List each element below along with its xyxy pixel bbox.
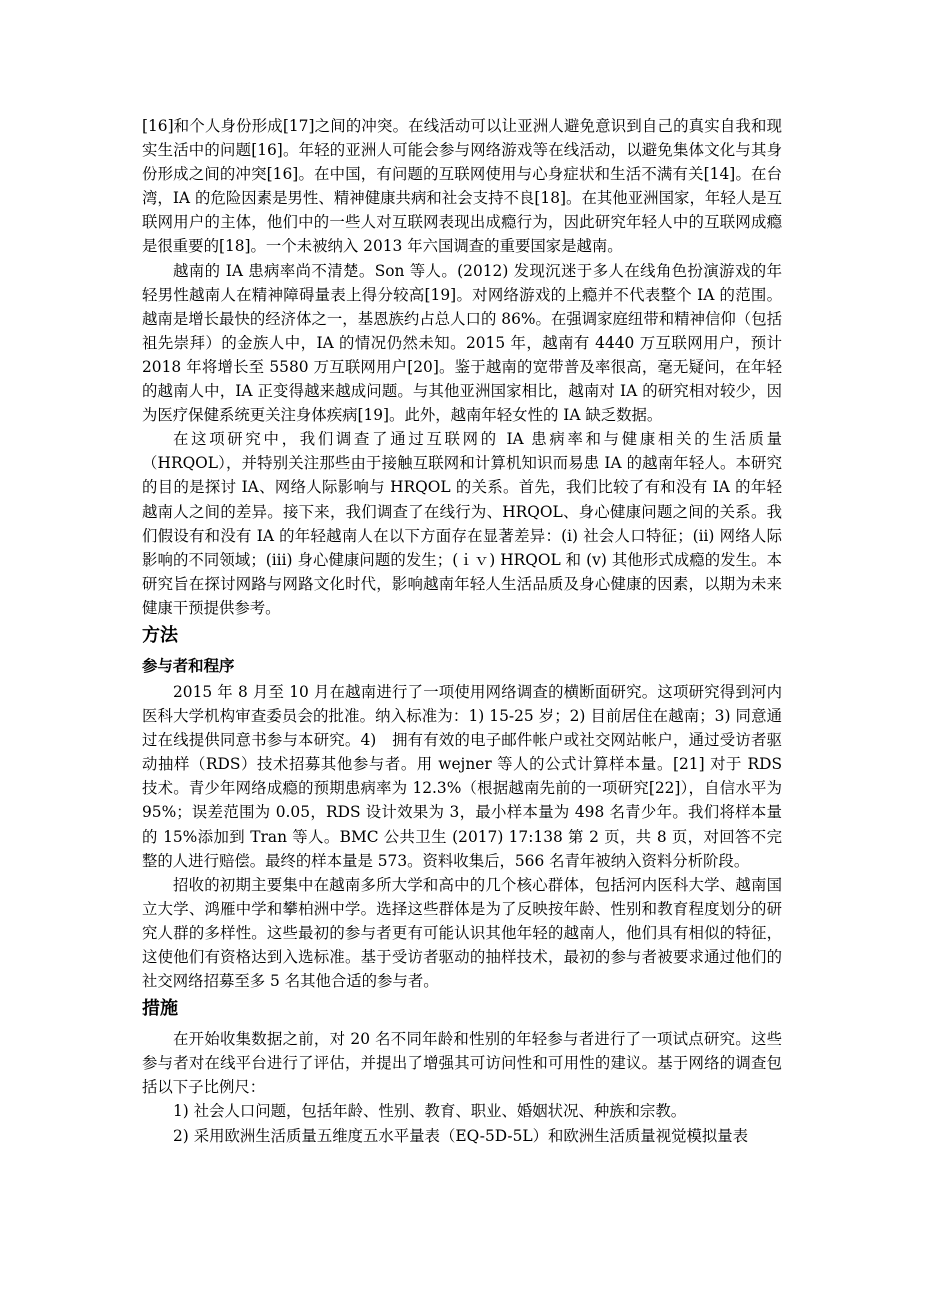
measures-list-item: 2) 采用欧洲生活质量五维度五水平量表（EQ-5D-5L）和欧洲生活质量视觉模拟量表 xyxy=(173,1126,749,1145)
study-design-paragraph: 2015 年 8 月至 10 月在越南进行了一项使用网络调查的横断面研究。这项研究得到河内医科大学机构审查委员会的批准。纳入标准为：1) 15-25 岁；2) 目前居住在越南；3) 同意通过在线提供同意书参与本研究。4) 拥有有效的电子邮件帐户或社交网站帐户，通过受访者驱动抽样（RDS）技术招募其他参与者。用 wejner 等人的公式计算样本量。[21] 对于 RDS 技术。青少年网络成瘾的预期患病率为 12.3%（根据越南先前的一项研究[22]），自信水平为 95%；误差范围为 0.05，RDS 设计效果为 3，最小样本量为 498 名青少年。我们将样本量的 15%添加到 Tran 等人。BMC 公共卫生 (2017) 17:138 第 2 页，共 8 页，对回答不完整的人进行赔偿。最终的样本量是 573。资料收集后，566 名青年被纳入资料分析阶段。 xyxy=(142,682,782,870)
measures-heading: 措施 xyxy=(142,998,178,1020)
pilot-study-paragraph: 在开始收集数据之前，对 20 名不同年龄和性别的年轻参与者进行了一项试点研究。这些参与者对在线平台进行了评估，并提出了增强其可访问性和可用性的建议。基于网络的调查包括以下子比例尺： xyxy=(142,1030,782,1097)
study-aim-paragraph: 在这项研究中，我们调查了通过互联网的 IA 患病率和与健康相关的生活质量（HRQOL），并特别关注那些由于接触互联网和计算机知识而易患 IA 的越南年轻人。本研究的目的是探讨 IA、网络人际影响与 HRQOL 的关系。首先，我们比较了有和没有 IA 的年轻越南人之间的差异。接下来，我们调查了在线行为、HRQOL、身心健康问题之间的关系。我们假设有和没有 IA 的年轻越南人在以下方面存在显著差异：(i) 社会人口特征；(ii) 网络人际影响的不同领域；(iii) 身心健康问题的发生；(ｉｖ) HRQOL 和 (v) 其他形式成瘾的发生。本研究旨在探讨网路与网路文化时代，影响越南年轻人生活品质及身心健康的因素，以期为未来健康干预提供参考。 xyxy=(142,430,782,617)
recruitment-paragraph: 招收的初期主要集中在越南多所大学和高中的几个核心群体，包括河内医科大学、越南国立大学、鸿雁中学和攀柏洲中学。选择这些群体是为了反映按年龄、性别和教育程度划分的研究人群的多样性。这些最初的参与者更有可能认识其他年轻的越南人，他们具有相似的特征，这使他们有资格达到入选标准。基于受访者驱动的抽样技术，最初的参与者被要求通过他们的社交网络招募至多 5 名其他合适的参与者。 xyxy=(142,875,782,991)
participants-heading: 参与者和程序 xyxy=(142,656,235,675)
measures-list-item: 1) 社会人口问题，包括年龄、性别、教育、职业、婚姻状况、种族和宗教。 xyxy=(173,1102,687,1121)
vietnam-ia-paragraph: 越南的 IA 患病率尚不清楚。Son 等人。(2012) 发现沉迷于多人在线角色扮演游戏的年轻男性越南人在精神障碍量表上得分较高[19]。对网络游戏的上瘾并不代表整个 IA 的范围。越南是增长最快的经济体之一，基恩族约占总人口的 86%。在强调家庭纽带和精神信仰（包括祖先崇拜）的金族人中，IA 的情况仍然未知。2015 年，越南有 4440 万互联网用户，预计 2018 年将增长至 5580 万互联网用户[20]。鉴于越南的宽带普及率很高，毫无疑问，在年轻的越南人中，IA 正变得越来越成问题。与其他亚洲国家相比，越南对 IA 的研究相对较少，因为医疗保健系统更关注身体疾病[19]。此外，越南年轻女性的 IA 缺乏数据。 xyxy=(142,261,782,425)
intro-paragraph-continued: [16]和个人身份形成[17]之间的冲突。在线活动可以让亚洲人避免意识到自己的真实自我和现实生活中的问题[16]。年轻的亚洲人可能会参与网络游戏等在线活动，以避免集体文化与其身份形成之间的冲突[16]。在中国，有问题的互联网使用与心身症状和生活不满有关[14]。在台湾，IA 的危险因素是男性、精神健康共病和社会支持不良[18]。在其他亚洲国家，年轻人是互联网用户的主体，他们中的一些人对互联网表现出成瘾行为，因此研究年轻人中的互联网成瘾是很重要的[18]。一个未被纳入 2013 年六国调查的重要国家是越南。 xyxy=(142,117,782,256)
document-page xyxy=(142,114,782,1148)
methods-heading: 方法 xyxy=(142,624,178,646)
